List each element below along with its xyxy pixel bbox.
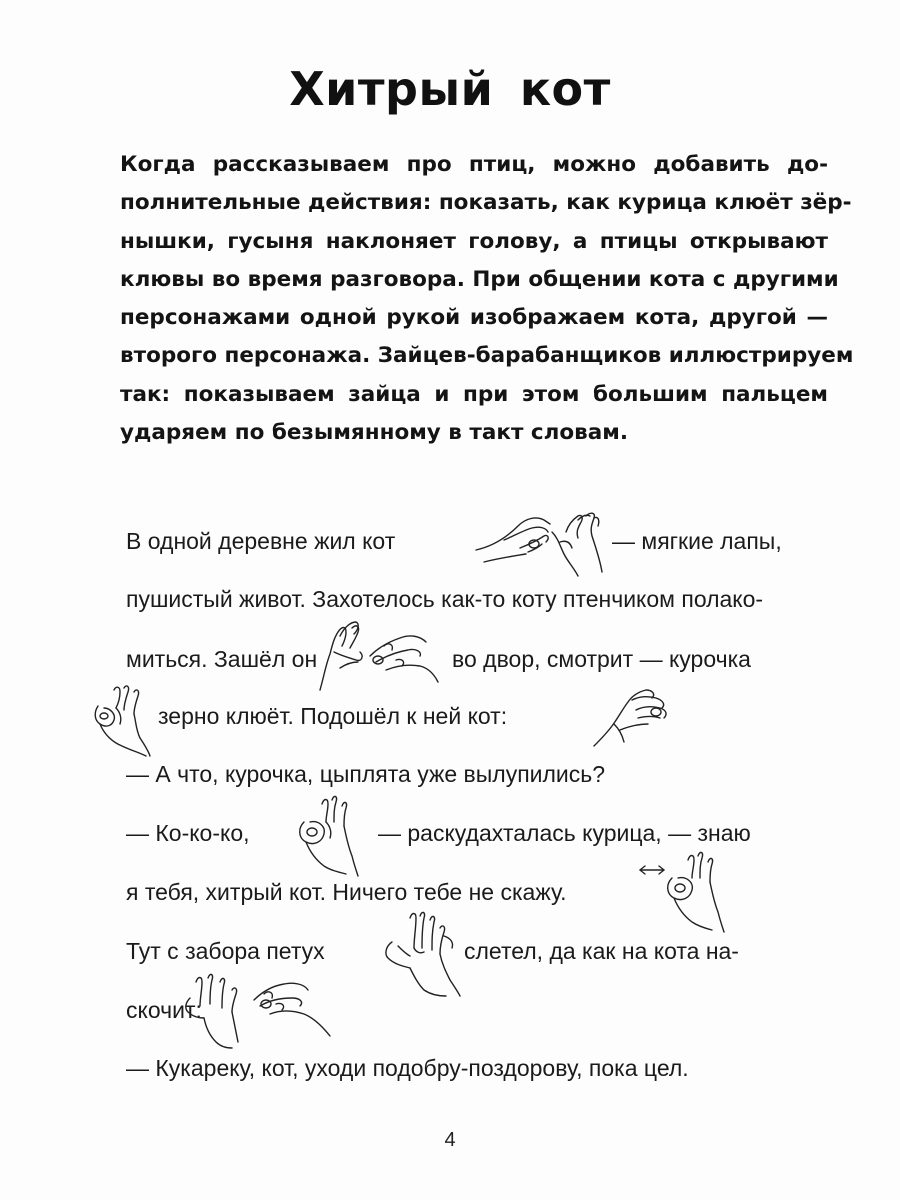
hen-hand-icon	[90, 682, 152, 758]
rooster-hand-icon	[380, 906, 462, 998]
intro-line: ударяем по безымянному в такт словам.	[120, 420, 629, 446]
intro-line: так: показываем зайца и при этом большим пальцем	[120, 381, 828, 407]
cat-hands-icon	[316, 616, 442, 692]
story-line-1a: В одной деревне жил кот	[126, 528, 396, 554]
story-line-2: пушистый живот. Захотелось как-то коту птенчиком полако-	[126, 586, 764, 612]
story-line-6a: — Ко-ко-ко,	[126, 820, 250, 846]
cat-hands-icon	[474, 506, 614, 580]
story-line-6b: — раскудахталась курица, — знаю	[378, 820, 751, 846]
hen-hand-icon	[294, 792, 366, 876]
intro-line: Когда рассказываем про птиц, можно добавить до-	[120, 152, 828, 177]
story-line-4: зерно клюёт. Подошёл к ней кот:	[158, 703, 508, 729]
intro-line: нышки, гусыня наклоняет голову, а птицы открывают	[120, 228, 828, 254]
story-line-10: — Кукареку, кот, уходи подобру-поздорову, пока цел.	[126, 1055, 689, 1081]
story-line-9: скочит:	[126, 997, 202, 1023]
page-title: Хитрый кот	[289, 62, 611, 116]
intro-line: полнительные действия: показать, как курица клюёт зёр-	[120, 190, 852, 216]
intro-line: второго персонажа. Зайцев-барабанщиков иллюстрируем	[120, 343, 854, 369]
story-line-3a: миться. Зашёл он	[126, 646, 318, 672]
intro-line: клювы во время разговора. При общении кота с другими	[120, 266, 839, 292]
story-line-5: — А что, курочка, цыплята уже вылупились?	[126, 761, 606, 787]
rooster-and-cat-hands-icon	[180, 972, 340, 1048]
cat-hand-icon	[590, 684, 670, 748]
story-line-7: я тебя, хитрый кот. Ничего тебе не скажу.	[126, 879, 567, 905]
intro-line: персонажами одной рукой изображаем кота, другой —	[120, 305, 828, 331]
story-line-3b: во двор, смотрит — курочка	[452, 646, 751, 672]
page-number: 4	[444, 1129, 456, 1151]
hen-hand-moving-icon	[638, 848, 730, 932]
story-line-1b: — мягкие лапы,	[612, 528, 782, 554]
story-line-8b: слетел, да как на кота на-	[464, 938, 739, 964]
story-line-8a: Тут с забора петух	[126, 938, 325, 964]
